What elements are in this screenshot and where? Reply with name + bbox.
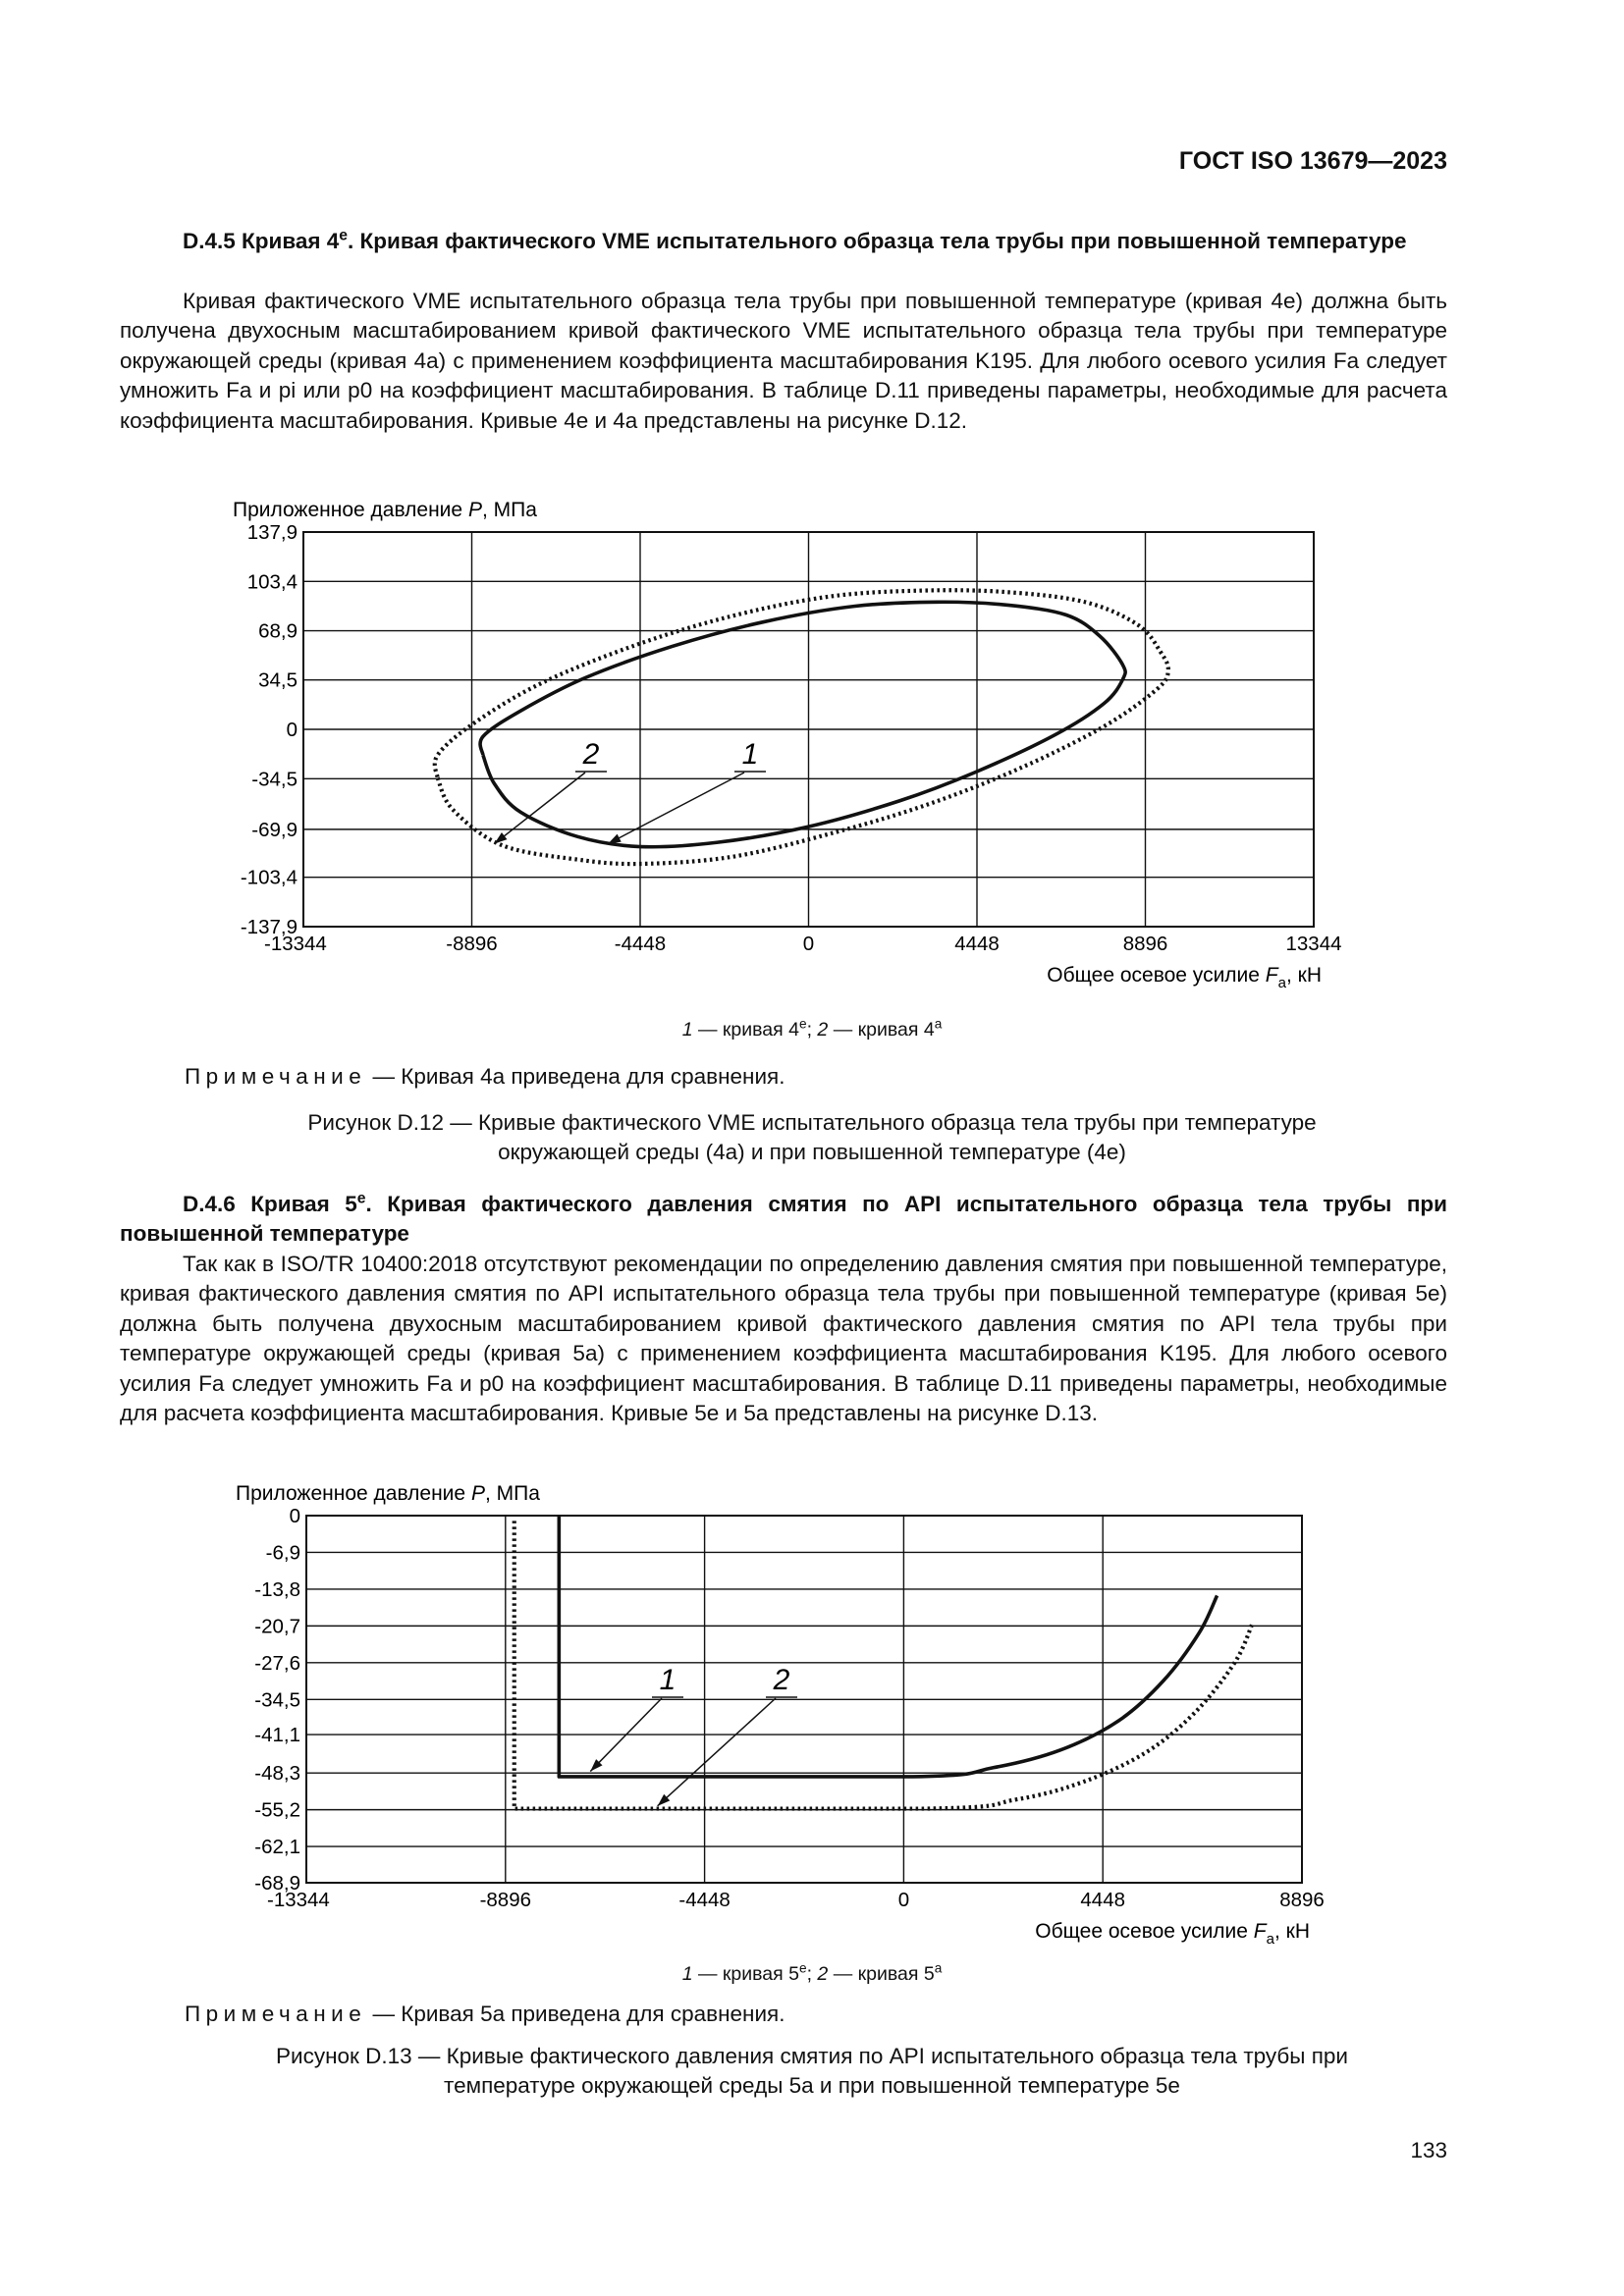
x-tick-label: -8896 <box>479 1889 532 1911</box>
annotation-label: 2 <box>773 1664 790 1696</box>
note-label: Примечание <box>185 2002 367 2026</box>
legend-sup-2: a <box>934 1960 943 1976</box>
x-tick-label: -13344 <box>264 933 327 955</box>
figure-d13-grid <box>306 1516 1302 1883</box>
standard-header: ГОСТ ISO 13679—2023 <box>1178 147 1447 175</box>
note-label: Примечание <box>185 1064 367 1089</box>
section-d46-paragraph: Так как в ISO/TR 10400:2018 отсутствуют рекомендации по определению давления смятия при повышенной температуре, кривая фактического давления смятия по API испытательного образца тела трубы при повышенной температуре (кривая 5e) должна быть получена двухосным масштабированием кривой фактического давления смятия по API тела трубы при температуре окружающей среды (кривая 5a) с применением коэффициента масштабирования K195. Для любого осевого усилия Fa следует умножить Fa и p0 на коэффициент масштабирования. В таблице D.11 приведены параметры, необходимые для расчета коэффициента масштабирования. Кривые 5e и 5a представлены на рисунке D.13. <box>120 1252 1447 1426</box>
section-d46-heading <box>120 1190 1447 1250</box>
x-tick-label: 4448 <box>1080 1889 1126 1911</box>
series-2-line <box>514 1521 1253 1808</box>
y-tick-label: -69,9 <box>251 818 298 841</box>
legend-key-2: 2 <box>817 1019 829 1041</box>
legend-sup-1: e <box>798 1960 807 1976</box>
legend-sup-1: e <box>798 1016 807 1032</box>
caption-line-1: Рисунок D.12 — Кривые фактического VME испытательного образца тела трубы при температуре <box>307 1110 1317 1135</box>
x-axis-title: Общее осевое усилие $F_a$, кН <box>1035 1920 1310 1948</box>
y-tick-label: -34,5 <box>254 1688 300 1712</box>
figure-d12-grid <box>303 532 1314 927</box>
figure-d12-note <box>185 1064 785 1090</box>
d46-heading-rest: . Кривая фактического давления смятия по API испытательного образца тела трубы при повышенной температуре <box>120 1192 1447 1247</box>
x-tick-label: 8896 <box>1279 1889 1325 1911</box>
y-tick-label: -34,5 <box>251 768 298 791</box>
figure-d12-legend: 1 — кривая 4e; 2 — кривая 4$^a$ <box>681 1016 943 1041</box>
y-tick-label: 0 <box>286 719 298 741</box>
x-tick-label: 8896 <box>1122 933 1168 955</box>
figure-d13-caption <box>0 2042 1624 2101</box>
y-tick-label: -41,1 <box>254 1724 300 1747</box>
figure-d13-legend: 1 — кривая 5e; 2 — кривая 5$^a$ <box>681 1960 943 1985</box>
y-tick-label: 137,9 <box>246 521 298 544</box>
figure-d13-chart <box>226 1470 1355 1961</box>
annotation-label: 2 <box>582 738 600 771</box>
series-1-line <box>559 1516 1217 1777</box>
y-tick-label: -103,4 <box>240 866 298 889</box>
series-1-line <box>480 602 1125 847</box>
annotation-leader <box>658 1698 776 1806</box>
legend-text-2: — кривая 4 <box>828 1019 935 1041</box>
figure-d12-labels <box>233 499 1342 991</box>
y-tick-label: -20,7 <box>254 1615 300 1638</box>
d45-heading-num: D.4.5 Кривая 4 <box>183 229 340 253</box>
annotation-label: 1 <box>741 738 759 771</box>
x-tick-label: 0 <box>802 933 815 955</box>
caption-line-2: окружающей среды (4a) и при повышенной температуре (4e) <box>498 1140 1126 1164</box>
x-tick-label: 13344 <box>1285 933 1342 955</box>
x-tick-label: -13344 <box>267 1889 330 1911</box>
annotation-1 <box>608 738 766 844</box>
x-tick-label: 4448 <box>954 933 1000 955</box>
legend-sup-2: a <box>934 1016 943 1032</box>
x-axis-title: Общее осевое усилие $F_a$, кН <box>1047 964 1322 991</box>
legend-text-1: — кривая 5 <box>692 1963 799 1985</box>
annotation-arrowhead <box>608 834 622 844</box>
y-tick-label: -137,9 <box>240 916 298 938</box>
note-text: — Кривая 4a приведена для сравнения. <box>366 1064 785 1089</box>
annotation-arrowhead <box>494 832 507 844</box>
y-tick-label: 103,4 <box>246 570 298 594</box>
y-tick-label: -68,9 <box>254 1872 300 1895</box>
figure-d13-note <box>185 2002 785 2027</box>
figure-d12-chart <box>226 479 1355 1009</box>
figure-d12-caption <box>0 1108 1624 1167</box>
section-d45-heading <box>120 227 1447 256</box>
y-tick-label: -62,1 <box>254 1836 300 1859</box>
x-tick-label: -8896 <box>446 933 498 955</box>
y-tick-label: -13,8 <box>254 1577 300 1601</box>
legend-text-1: — кривая 4 <box>692 1019 799 1041</box>
y-tick-label: -55,2 <box>254 1798 300 1822</box>
d45-heading-rest: . Кривая фактического VME испытательного образца тела трубы при повышенной температуре <box>348 229 1407 253</box>
caption-line-2: температуре окружающей среды 5a и при повышенной температуре 5e <box>444 2073 1180 2098</box>
d46-heading-num: D.4.6 Кривая 5 <box>183 1192 357 1216</box>
figure-d12-annotations <box>494 738 766 844</box>
y-tick-label: 0 <box>289 1505 300 1527</box>
d46-heading-sup: e <box>356 1190 366 1207</box>
y-axis-title: Приложенное давление P, МПа <box>233 499 537 521</box>
x-tick-label: -4448 <box>614 933 667 955</box>
y-axis-title: Приложенное давление P, МПа <box>236 1482 540 1505</box>
legend-key-1: 1 <box>681 1019 693 1041</box>
annotation-1 <box>590 1664 683 1772</box>
legend-text-2: — кривая 5 <box>828 1963 935 1985</box>
page-number: 133 <box>1410 2138 1447 2163</box>
note-text: — Кривая 5a приведена для сравнения. <box>366 2002 785 2026</box>
x-tick-label: -4448 <box>678 1889 731 1911</box>
caption-line-1: Рисунок D.13 — Кривые фактического давления смятия по API испытательного образца тела трубы при <box>276 2044 1348 2068</box>
legend-key-1: 1 <box>681 1963 693 1985</box>
y-tick-label: -48,3 <box>254 1762 300 1786</box>
x-tick-label: 0 <box>897 1889 910 1911</box>
d45-heading-sup: e <box>339 227 349 244</box>
y-tick-label: 68,9 <box>258 619 298 643</box>
y-tick-label: -27,6 <box>254 1651 300 1675</box>
y-tick-label: 34,5 <box>258 668 298 692</box>
section-d45-paragraph: Кривая фактического VME испытательного образца тела трубы при повышенной температуре (кривая 4e) должна быть получена двухосным масштабированием кривой фактического VME испытательного образца тела трубы при температуре окружающей среды (кривая 4a) с применением коэффициента масштабирования K195. Для любого осевого усилия Fa следует умножить Fa и pi или p0 на коэффициент масштабирования. В таблице D.11 приведены параметры, необходимые для расчета коэффициента масштабирования. Кривые 4e и 4a представлены на рисунке D.12. <box>120 289 1447 433</box>
annotation-label: 1 <box>659 1664 677 1696</box>
y-tick-label: -6,9 <box>265 1541 300 1565</box>
annotation-leader <box>608 773 744 844</box>
legend-key-2: 2 <box>817 1963 829 1985</box>
